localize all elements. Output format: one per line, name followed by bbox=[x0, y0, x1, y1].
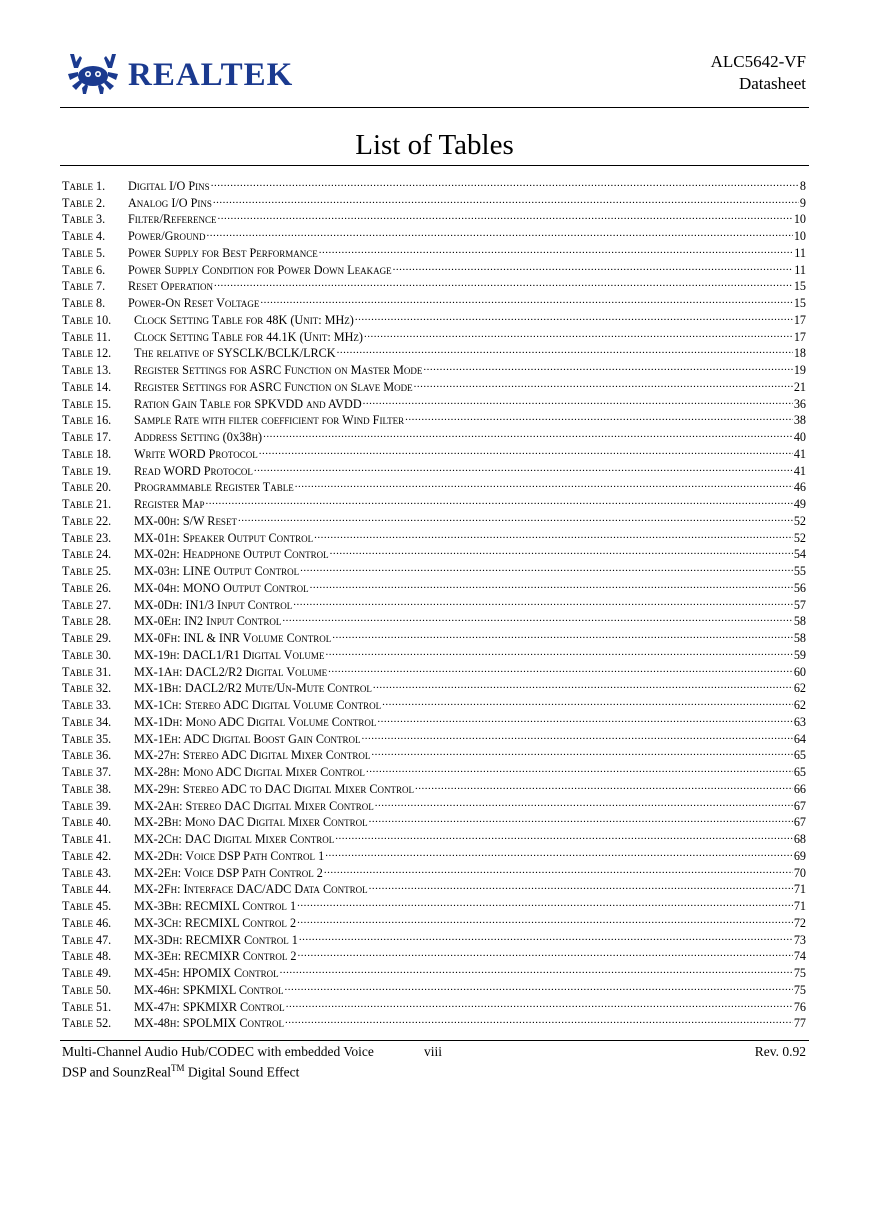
toc-leader-dots bbox=[423, 357, 792, 374]
toc-entry-title: Reset Operation bbox=[128, 279, 213, 294]
toc-entry-title: MX-1Ah: DACL2/R2 Digital Volume bbox=[134, 664, 328, 679]
toc-entry-number: Table 31. bbox=[62, 664, 112, 679]
toc-entry-number: Table 6. bbox=[62, 262, 106, 277]
toc-leader-dots bbox=[295, 475, 793, 492]
toc-entry-page: 73 bbox=[793, 932, 806, 947]
toc-entry-page: 58 bbox=[793, 614, 806, 629]
toc-leader-dots bbox=[405, 408, 793, 425]
toc-entry-page: 70 bbox=[793, 865, 806, 880]
footer-line-2-text: DSP and SounzReal bbox=[62, 1064, 171, 1080]
toc-leader-dots bbox=[364, 324, 793, 341]
toc-entry-page: 21 bbox=[793, 379, 806, 394]
footer-line-2-suffix: Digital Sound Effect bbox=[184, 1064, 300, 1080]
toc-leader-dots bbox=[363, 391, 793, 408]
toc-entry-number: Table 2. bbox=[62, 195, 106, 210]
toc-entry-title: MX-19h: DACL1/R1 Digital Volume bbox=[134, 647, 325, 662]
toc-entry-title: Ration Gain Table for SPKVDD and AVDD bbox=[134, 396, 362, 411]
toc-entry-title: MX-47h: SPKMIXR Control bbox=[134, 999, 285, 1014]
page-number: viii bbox=[424, 1044, 443, 1059]
realtek-crab-icon bbox=[64, 50, 122, 98]
toc-leader-dots bbox=[369, 810, 793, 827]
toc-entry-number: Table 8. bbox=[62, 296, 106, 310]
toc-leader-dots bbox=[298, 944, 793, 961]
toc-leader-dots bbox=[213, 190, 799, 207]
toc-entry-number: Table 51. bbox=[62, 999, 112, 1014]
toc-entry-page: 40 bbox=[793, 430, 806, 444]
toc-entry-number: Table 33. bbox=[62, 698, 112, 712]
toc-leader-dots bbox=[319, 240, 793, 257]
toc-leader-dots bbox=[332, 625, 793, 642]
toc-entry-title: MX-29h: Stereo ADC to DAC Digital Mixer Control bbox=[134, 781, 415, 796]
toc-leader-dots bbox=[285, 977, 793, 994]
header-divider bbox=[60, 107, 809, 108]
toc-entry-number: Table 29. bbox=[62, 631, 112, 645]
toc-leader-dots bbox=[310, 575, 793, 592]
toc-entry-page: 54 bbox=[793, 547, 806, 562]
toc-entry-number: Table 4. bbox=[62, 229, 106, 243]
toc-entry-page: 17 bbox=[793, 312, 806, 327]
toc-leader-dots bbox=[314, 525, 793, 542]
toc-entry-number: Table 41. bbox=[62, 832, 112, 846]
toc-leader-dots bbox=[324, 860, 793, 877]
toc-entry-title: Filter/Reference bbox=[128, 212, 217, 227]
toc-entry-title: Power-On Reset Voltage bbox=[128, 296, 260, 310]
toc-entry-number: Table 24. bbox=[62, 547, 112, 562]
footer-line-2 bbox=[62, 1060, 374, 1081]
toc-leader-dots bbox=[330, 542, 793, 559]
toc-leader-dots bbox=[355, 307, 793, 324]
toc-entry-title: Address Setting (0x38h) bbox=[134, 430, 263, 444]
toc-leader-dots bbox=[254, 458, 793, 475]
toc-entry-number: Table 17. bbox=[62, 430, 112, 444]
toc-entry-page: 64 bbox=[793, 731, 806, 746]
toc-entry-number: Table 16. bbox=[62, 413, 112, 428]
toc-entry-number: Table 15. bbox=[62, 396, 112, 411]
toc-entry-page: 67 bbox=[793, 798, 806, 813]
toc-leader-dots bbox=[217, 207, 792, 224]
toc-entry-number: Table 40. bbox=[62, 815, 112, 830]
toc-entry-page: 19 bbox=[793, 363, 806, 377]
toc-entry-number: Table 35. bbox=[62, 731, 112, 746]
toc-entry-page: 75 bbox=[793, 982, 806, 997]
toc-entry-number: Table 1. bbox=[62, 178, 106, 193]
toc-entry-page: 41 bbox=[793, 446, 806, 461]
toc-entry-number: Table 20. bbox=[62, 480, 112, 495]
toc-entry-title: Read WORD Protocol bbox=[134, 463, 253, 478]
revision-label: Rev. 0.92 bbox=[754, 1044, 806, 1059]
document-header bbox=[711, 51, 806, 95]
toc-entry-number: Table 36. bbox=[62, 748, 112, 763]
toc-entry-title: MX-2Bh: Mono DAC Digital Mixer Control bbox=[134, 815, 368, 830]
toc-entry-page: 75 bbox=[793, 966, 806, 980]
toc-entry-number: Table 27. bbox=[62, 597, 112, 612]
toc-leader-dots bbox=[377, 709, 792, 726]
toc-entry-page: 65 bbox=[793, 765, 806, 779]
toc-entry-title: MX-1Bh: DACL2/R2 Mute/Un-Mute Control bbox=[134, 681, 372, 696]
toc-entry-title: MX-3Bh: RECMIXL Control 1 bbox=[134, 899, 297, 913]
toc-leader-dots bbox=[206, 491, 793, 508]
toc-entry-title: MX-2Ch: DAC Digital Mixer Control bbox=[134, 832, 335, 846]
toc-leader-dots bbox=[293, 592, 793, 609]
toc-entry-title: MX-00h: S/W Reset bbox=[134, 513, 237, 528]
toc-leader-dots bbox=[375, 793, 793, 810]
toc-entry-page: 62 bbox=[793, 681, 806, 696]
toc-entry-number: Table 47. bbox=[62, 932, 112, 947]
trademark-mark: TM bbox=[171, 1063, 185, 1073]
toc-entry-title: Power Supply Condition for Power Down Leakage bbox=[128, 262, 392, 277]
toc-entry-title: MX-3Dh: RECMIXR Control 1 bbox=[134, 932, 298, 947]
toc-entry-title: Analog I/O Pins bbox=[128, 195, 212, 210]
toc-entry-title: MX-04h: MONO Output Control bbox=[134, 580, 309, 595]
toc-entry-number: Table 30. bbox=[62, 647, 112, 662]
toc-entry-number: Table 44. bbox=[62, 882, 112, 897]
toc-entry-page: 60 bbox=[793, 664, 806, 679]
toc-entry-number: Table 26. bbox=[62, 580, 112, 595]
toc-entry-page: 10 bbox=[793, 212, 806, 227]
toc-leader-dots bbox=[297, 893, 793, 910]
toc-entry-title: MX-02h: Headphone Output Control bbox=[134, 547, 329, 562]
toc-entry-title: Programmable Register Table bbox=[134, 480, 294, 495]
toc-entry-page: 76 bbox=[793, 999, 806, 1014]
toc-entry-page: 49 bbox=[793, 497, 806, 511]
toc-entry-title: MX-3Eh: RECMIXR Control 2 bbox=[134, 949, 297, 964]
toc-leader-dots bbox=[214, 274, 793, 291]
toc-entry-page: 55 bbox=[793, 564, 806, 578]
toc-entry-title: Register Map bbox=[134, 497, 205, 511]
title-divider bbox=[60, 165, 809, 166]
toc-leader-dots bbox=[260, 290, 792, 307]
toc-entry-number: Table 18. bbox=[62, 446, 112, 461]
toc-entry-page: 57 bbox=[793, 597, 806, 612]
toc-entry-title: MX-0Dh: IN1/3 Input Control bbox=[134, 597, 293, 612]
toc-entry-title: Digital I/O Pins bbox=[128, 178, 210, 193]
toc-leader-dots bbox=[285, 1011, 793, 1028]
footer-description bbox=[62, 1044, 374, 1081]
toc-entry-number: Table 3. bbox=[62, 212, 106, 227]
toc-entry-page: 56 bbox=[793, 580, 806, 595]
toc-entry[interactable] bbox=[62, 173, 806, 193]
toc-entry-number: Table 14. bbox=[62, 379, 112, 394]
toc-leader-dots bbox=[373, 676, 793, 693]
toc-leader-dots bbox=[206, 223, 792, 240]
toc-leader-dots bbox=[211, 173, 799, 190]
toc-entry-number: Table 38. bbox=[62, 781, 112, 796]
toc-entry-title: MX-01h: Speaker Output Control bbox=[134, 530, 314, 545]
page-title: List of Tables bbox=[355, 129, 514, 161]
toc-entry-title: MX-2Fh: Interface DAC/ADC Data Control bbox=[134, 882, 368, 897]
toc-entry-number: Table 21. bbox=[62, 497, 112, 511]
toc-leader-dots bbox=[335, 826, 793, 843]
toc-entry-number: Table 34. bbox=[62, 714, 112, 729]
toc-entry-page: 11 bbox=[794, 245, 806, 260]
toc-leader-dots bbox=[328, 659, 793, 676]
toc-leader-dots bbox=[415, 776, 793, 793]
toc-leader-dots bbox=[393, 257, 794, 274]
footer-divider bbox=[60, 1040, 809, 1041]
toc-entry-title: MX-03h: LINE Output Control bbox=[134, 564, 300, 578]
toc-entry-number: Table 23. bbox=[62, 530, 112, 545]
toc-entry-title: Write WORD Protocol bbox=[134, 446, 258, 461]
doc-id: ALC5642-VF bbox=[710, 52, 806, 71]
toc-leader-dots bbox=[286, 994, 793, 1011]
toc-entry-page: 72 bbox=[793, 915, 806, 930]
toc-entry-page: 58 bbox=[793, 631, 806, 645]
toc-entry-title: Clock Setting Table for 48K (Unit: MHz) bbox=[134, 312, 354, 327]
toc-entry-number: Table 52. bbox=[62, 1016, 112, 1031]
toc-entry-page: 8 bbox=[799, 178, 806, 193]
toc-leader-dots bbox=[325, 642, 792, 659]
toc-entry-number: Table 25. bbox=[62, 564, 112, 578]
toc-entry-title: MX-1Dh: Mono ADC Digital Volume Control bbox=[134, 714, 377, 729]
toc-entry-number: Table 42. bbox=[62, 848, 112, 863]
toc-entry-number: Table 48. bbox=[62, 949, 112, 964]
toc-entry-title: Register Settings for ASRC Function on Slave Mode bbox=[134, 379, 413, 394]
toc-entry-title: Power/Ground bbox=[128, 229, 206, 243]
toc-entry-page: 77 bbox=[793, 1016, 806, 1031]
toc-entry-number: Table 37. bbox=[62, 765, 112, 779]
toc-leader-dots bbox=[238, 508, 793, 525]
toc-leader-dots bbox=[414, 374, 793, 391]
toc-leader-dots bbox=[366, 759, 793, 776]
toc-entry-title: MX-0Fh: INL & INR Volume Control bbox=[134, 631, 332, 645]
toc-entry-page: 68 bbox=[793, 832, 806, 846]
toc-entry-number: Table 49. bbox=[62, 966, 112, 980]
toc-leader-dots bbox=[371, 743, 792, 760]
toc-entry-page: 67 bbox=[793, 815, 806, 830]
toc-leader-dots bbox=[282, 609, 792, 626]
toc-leader-dots bbox=[299, 927, 793, 944]
doc-type: Datasheet bbox=[738, 74, 806, 93]
toc-leader-dots bbox=[280, 960, 793, 977]
brand-name: REALTEK bbox=[128, 56, 294, 93]
toc-entry-number: Table 13. bbox=[62, 363, 112, 377]
toc-entry-page: 36 bbox=[793, 396, 806, 411]
toc-entry-number: Table 11. bbox=[62, 329, 111, 344]
toc-leader-dots bbox=[362, 726, 793, 743]
toc-leader-dots bbox=[325, 843, 793, 860]
toc-entry-title: MX-27h: Stereo ADC Digital Mixer Control bbox=[134, 748, 371, 763]
toc-entry-page: 52 bbox=[793, 513, 806, 528]
toc-entry-number: Table 43. bbox=[62, 865, 112, 880]
toc-entry-title: Register Settings for ASRC Function on Master Mode bbox=[134, 363, 423, 377]
toc-entry-number: Table 10. bbox=[62, 312, 112, 327]
toc-entry-title: MX-48h: SPOLMIX Control bbox=[134, 1016, 284, 1031]
toc-entry-title: MX-45h: HPOMIX Control bbox=[134, 966, 279, 980]
toc-entry-number: Table 7. bbox=[62, 279, 106, 294]
toc-entry-title: Clock Setting Table for 44.1K (Unit: MHz) bbox=[134, 329, 363, 344]
realtek-logo bbox=[64, 50, 293, 98]
toc-leader-dots bbox=[300, 558, 793, 575]
toc-entry-number: Table 39. bbox=[62, 798, 112, 813]
toc-entry-number: Table 32. bbox=[62, 681, 112, 696]
toc-entry-page: 46 bbox=[793, 480, 806, 495]
toc-entry-page: 59 bbox=[793, 647, 806, 662]
toc-leader-dots bbox=[382, 692, 793, 709]
toc-entry-title: Sample Rate with filter coefficient for Wind Filter bbox=[134, 413, 405, 428]
toc-entry-page: 69 bbox=[793, 848, 806, 863]
toc-entry-page: 74 bbox=[793, 949, 806, 964]
toc-leader-dots bbox=[369, 877, 793, 894]
toc-entry-page: 65 bbox=[793, 748, 806, 763]
table-list bbox=[62, 173, 806, 1031]
toc-entry-page: 17 bbox=[793, 329, 806, 344]
toc-entry-page: 18 bbox=[793, 346, 806, 361]
toc-entry-number: Table 28. bbox=[62, 614, 112, 629]
toc-entry-title: MX-28h: Mono ADC Digital Mixer Control bbox=[134, 765, 365, 779]
footer-line-1: Multi-Channel Audio Hub/CODEC with embedded Voice bbox=[62, 1044, 374, 1059]
toc-entry-page: 9 bbox=[799, 195, 806, 210]
toc-entry-title: MX-0Eh: IN2 Input Control bbox=[134, 614, 282, 629]
toc-entry-title: MX-1Eh: ADC Digital Boost Gain Control bbox=[134, 731, 361, 746]
toc-entry-page: 52 bbox=[793, 530, 806, 545]
toc-entry-number: Table 22. bbox=[62, 513, 112, 528]
toc-entry-title: Power Supply for Best Performance bbox=[128, 245, 318, 260]
toc-entry-page: 10 bbox=[793, 229, 806, 243]
toc-entry-number: Table 12. bbox=[62, 346, 112, 361]
toc-entry-page: 11 bbox=[794, 262, 806, 277]
toc-leader-dots bbox=[337, 341, 793, 358]
toc-entry-page: 41 bbox=[793, 463, 806, 478]
toc-entry-number: Table 46. bbox=[62, 915, 112, 930]
toc-entry-title: MX-2Dh: Voice DSP Path Control 1 bbox=[134, 848, 325, 863]
toc-entry-page: 15 bbox=[793, 296, 806, 310]
toc-entry-page: 38 bbox=[793, 413, 806, 428]
toc-entry-title: MX-3Ch: RECMIXL Control 2 bbox=[134, 915, 297, 930]
toc-entry-title: MX-2Ah: Stereo DAC Digital Mixer Control bbox=[134, 798, 374, 813]
toc-leader-dots bbox=[263, 424, 793, 441]
toc-entry-number: Table 5. bbox=[62, 245, 106, 260]
toc-entry-number: Table 50. bbox=[62, 982, 112, 997]
toc-entry-number: Table 45. bbox=[62, 899, 112, 913]
toc-entry-number: Table 19. bbox=[62, 463, 112, 478]
toc-entry-page: 66 bbox=[793, 781, 806, 796]
toc-entry-title: MX-2Eh: Voice DSP Path Control 2 bbox=[134, 865, 323, 880]
toc-entry-page: 71 bbox=[793, 899, 806, 913]
toc-entry-page: 62 bbox=[793, 698, 806, 712]
toc-leader-dots bbox=[259, 441, 793, 458]
toc-entry-page: 71 bbox=[793, 882, 806, 897]
toc-leader-dots bbox=[297, 910, 793, 927]
toc-entry-title: The relative of SYSCLK/BCLK/LRCK bbox=[134, 346, 336, 361]
toc-entry-title: MX-46h: SPKMIXL Control bbox=[134, 982, 284, 997]
toc-entry-page: 63 bbox=[793, 714, 806, 729]
toc-entry-page: 15 bbox=[793, 279, 806, 294]
toc-entry-title: MX-1Ch: Stereo ADC Digital Volume Control bbox=[134, 698, 382, 712]
